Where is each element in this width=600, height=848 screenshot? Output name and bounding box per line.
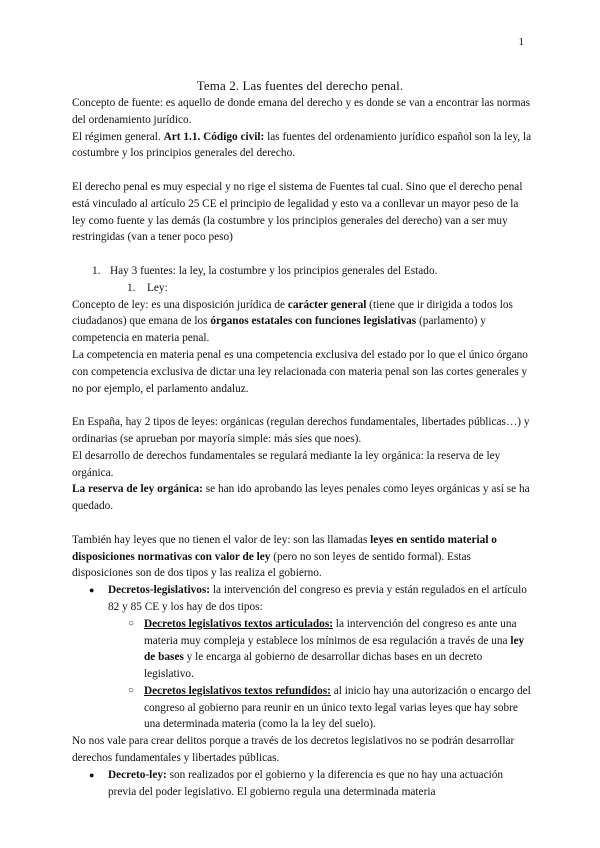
blank-line	[72, 397, 532, 414]
subbullet-textos-articulados	[72, 616, 532, 683]
list-item-text: Ley:	[147, 281, 168, 294]
paragraph-desarrollo: El desarrollo de derechos fundamentales se regulará mediante la ley orgánica: la reserva de ley orgánica.	[72, 449, 501, 479]
paragraph-leyes-material	[72, 532, 532, 582]
bold-text: órganos estatales con funciones legislativas	[210, 315, 417, 328]
bullet-decretos-legislativos	[72, 582, 532, 616]
paragraph-regimen-general	[72, 129, 532, 163]
text-run: y le encarga al gobierno de desarrollar dichas bases en un decreto legislativo.	[144, 651, 483, 681]
blank-line	[72, 515, 532, 532]
text-run: (pero no son leyes de sentido formal). Estas disposiciones son de dos tipos y las realiza el gobierno.	[72, 550, 471, 580]
bold-underlined-text: Decretos legislativos textos refundidos:	[144, 684, 331, 697]
text-run: las fuentes del ordenamiento jurídico español son la ley, la costumbre y los principios generales del derecho.	[72, 130, 532, 160]
text-run: También hay leyes que no tienen el valor de ley: son las llamadas	[72, 533, 371, 546]
text-run: la intervención del congreso es ante una materia muy compleja y establece los mínimos de esa regulación a través de una	[144, 617, 517, 647]
paragraph-reserva	[72, 481, 532, 515]
text-run: El régimen general.	[72, 130, 164, 143]
paragraph-concepto-ley	[72, 297, 532, 347]
text-run: se han ido aprobando las leyes penales como leyes orgánicas y así se ha quedado.	[72, 483, 530, 513]
paragraph-no-delitos: No nos vale para crear delitos porque a través de los decretos legislativos no se podrán desarrollar derechos fundamentales y libertades públicas.	[72, 735, 515, 765]
bold-underlined-text: Decretos legislativos textos articulados:	[144, 617, 333, 630]
bold-text: La reserva de ley orgánica:	[72, 483, 203, 496]
document-body	[72, 95, 532, 800]
blank-line	[72, 246, 532, 263]
bold-text: Decreto-ley:	[108, 768, 167, 781]
paragraph-concepto-fuente: Concepto de fuente: es aquello de donde emana del derecho y es donde se van a encontrar las normas del ordenamiento jurídico.	[72, 97, 530, 126]
bullet-icon: ●	[89, 769, 95, 780]
subbullet-textos-refundidos	[72, 683, 532, 733]
document-title: Tema 2. Las fuentes del derecho penal.	[196, 78, 404, 93]
paragraph-tipos-leyes: En España, hay 2 tipos de leyes: orgánicas (regulan derechos fundamentales, libertades públicas…) y ordinarias (se aprueban por mayoría simple: más síes que noes).	[72, 416, 530, 445]
bold-text: ley de bases	[144, 634, 525, 664]
page-number: 1	[518, 36, 524, 48]
text-run: son realizados por el gobierno y la diferencia es que no hay una actuación previa del poder legislativo. El gobierno regula una determinada materia	[108, 768, 504, 798]
bold-text: Art 1.1. Código civil:	[163, 130, 265, 143]
text-run: al inicio hay una autorización o encargo del congreso al gobierno para reunir en un único texto legal varias leyes que hay sobre una determinada materia (como la la ley del suelo).	[144, 684, 531, 731]
text-run: (parlamento) y competencia en materia penal.	[72, 315, 486, 345]
list-number: 1.	[92, 264, 101, 277]
bullet-icon: ●	[89, 585, 95, 596]
list-item-text: Hay 3 fuentes: la ley, la costumbre y los principios generales del Estado.	[110, 264, 438, 277]
text-run: (tiene que ir dirigida a todos los ciudadanos) que emana de los	[72, 298, 513, 328]
paragraph-derecho-penal: El derecho penal es muy especial y no rige el sistema de Fuentes tal cual. Sino que el derecho penal está vinculado al artículo 25 CE el principio de legalidad y esto va a conllevar un mayor peso de la ley como fuente y las demás (la costumbre y los principios generales del derecho) van a ser muy restringidas (van a tener poco peso)	[72, 180, 523, 244]
text-run: Concepto de ley: es una disposición jurídica de	[72, 298, 288, 311]
text-run: la intervención del congreso es previa y están regulados en el artículo 82 y 85 CE y los hay de dos tipos:	[108, 584, 527, 613]
bold-text: Decretos-legislativos:	[108, 584, 211, 597]
list-number: 1.	[127, 281, 136, 294]
bullet-decreto-ley	[72, 767, 532, 801]
blank-line	[72, 162, 532, 179]
numbered-subitem-ley	[72, 280, 532, 297]
circle-bullet-icon: ○	[128, 684, 135, 696]
bold-text: carácter general	[287, 298, 367, 311]
numbered-item-fuentes	[72, 263, 532, 280]
bold-text: leyes en sentido material o disposiciones normativas con valor de ley	[72, 533, 497, 563]
paragraph-competencia: La competencia en materia penal es una competencia exclusiva del estado por lo que el único órgano con competencia exclusiva de dictar una ley relacionada con materia penal son las cortes generales y no por ejemplo, el parlamento andaluz.	[72, 348, 528, 395]
circle-bullet-icon: ○	[128, 617, 135, 629]
